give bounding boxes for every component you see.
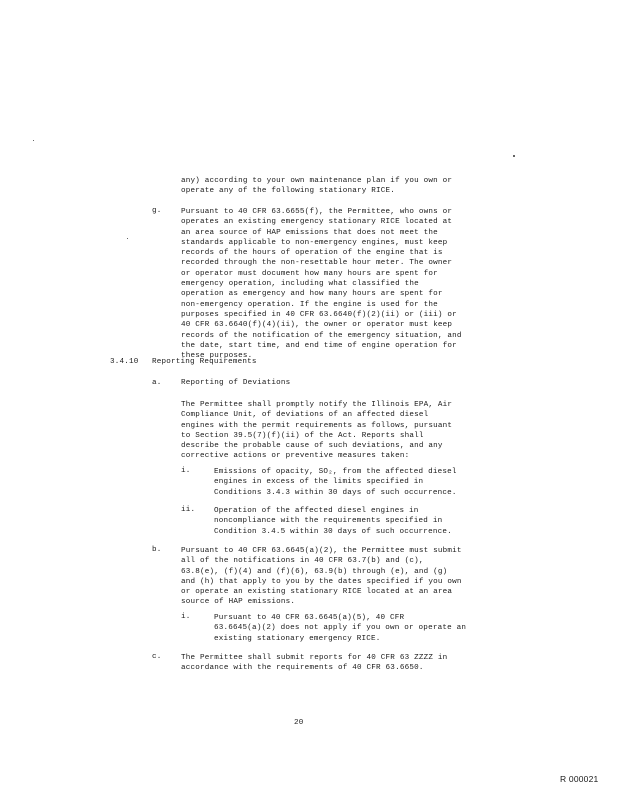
scan-speck [127,238,128,239]
section-title: Reporting Requirements [152,358,257,366]
page-number: 20 [294,719,304,727]
item-g-label: g. [152,207,162,215]
item-b-i-text: Pursuant to 40 CFR 63.6645(a)(5), 40 CFR 63.6645(a)(2) does not apply if you own or operate an existing stationary emergency RICE. [214,614,467,643]
item-a-title: Reporting of Deviations [181,379,291,387]
item-a-ii-text: Operation of the affected diesel engines in noncompliance with the requirements specified in Condition 3.4.5 within 30 days of such occurrence. [214,507,452,536]
intro-text: any) according to your own maintenance plan if you own or operate any of the following stationary RICE. [181,177,453,196]
item-b-text: Pursuant to 40 CFR 63.6645(a)(2), the Permittee must submit all of the notifications in 40 CFR 63.7(b) and (c), 63.8(e), (f)(4) and (f)(6), 63.9(b) through (e), and (g) and (h) that apply to you by the dates specified if you own or operate an existing stationary RICE located at an area source of HAP emissions. [181,547,462,607]
section-number: 3.4.10 [110,358,139,366]
item-a-text: The Permittee shall promptly notify the Illinois EPA, Air Compliance Unit, of deviations of an affected diesel engines with the permit requirements as follows, pursuant to Section 39.5(7)(f)(ii) of the Act. Reports shall describe the probable cause of such deviations, and any corrective actions or preventive measures taken: [181,401,453,461]
item-c-text: The Permittee shall submit reports for 40 CFR 63 ZZZZ in accordance with the requirements of 40 CFR 63.6650. [181,654,448,673]
item-b-i-label: i. [181,613,191,621]
bates-number: R 000021 [560,774,599,784]
item-a-label: a. [152,379,162,387]
item-a-i-label: i. [181,467,191,475]
scan-speck [33,140,34,141]
scan-speck [513,155,515,157]
item-a-i-text: Emissions of opacity, SO₂, from the affected diesel engines in excess of the limits specified in Conditions 3.4.3 within 30 days of such occurrence. [214,468,457,497]
item-c-label: c. [152,653,162,661]
item-b-label: b. [152,546,162,554]
item-a-ii-label: ii. [181,506,196,514]
item-g-text: Pursuant to 40 CFR 63.6655(f), the Permittee, who owns or operates an existing emergency stationary RICE located at an area source of HAP emissions that does not meet the standards applicable to non-emergency engines, must keep records of the hours of operation of the engine that is recorded through the non-resettable hour meter. The owner or operator must document how many hours are spent for emergency operation, including what classified the operation as emergency and how many hours are spent for non-emergency operation. If the engine is used for the purposes specified in 40 CFR 63.6640(f)(2)(ii) or (iii) or 40 CFR 63.6640(f)(4)(ii), the owner or operator must keep records of the notification of the emergency situation, and the date, start time, and end time of engine operation for these purposes. [181,208,462,361]
